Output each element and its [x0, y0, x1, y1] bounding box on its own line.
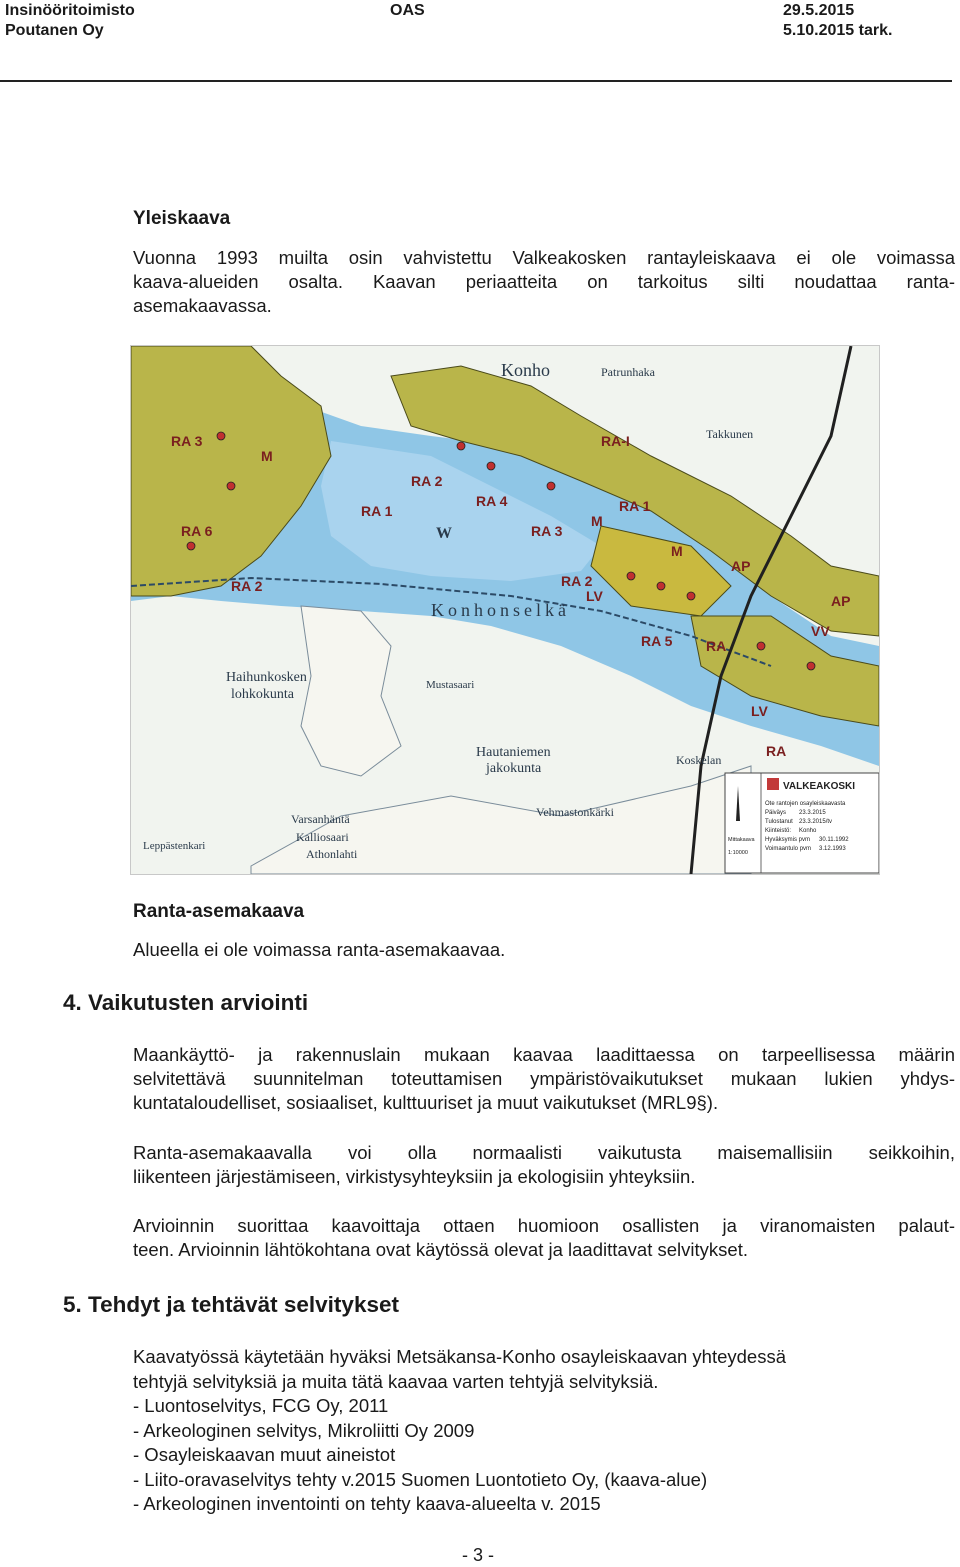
zoning-map — [130, 345, 880, 875]
yleiskaava-line: asemakaavassa. — [133, 295, 272, 316]
zone-label: RA 3 — [531, 523, 563, 539]
map-place-konho: Konho — [501, 360, 550, 380]
zone-label: RA — [766, 743, 787, 759]
zone-label: RA 1 — [361, 503, 393, 519]
header-divider — [0, 80, 952, 82]
zone-label: M — [671, 543, 683, 559]
legend-row-value: Konho — [799, 828, 817, 834]
company-name-line2: Poutanen Oy — [5, 22, 104, 39]
revision-date: 5.10.2015 tark. — [783, 22, 893, 39]
legend-row-value: 23.3.2015 — [799, 810, 826, 816]
map-place-label: Vehmastonkärki — [536, 805, 614, 819]
zone-label: RA 4 — [476, 493, 508, 509]
map-place-label: Kalliosaari — [296, 830, 349, 844]
paragraph-line: tehtyjä selvityksiä ja muita tätä kaavaa varten tehtyjä selvityksiä. — [133, 1370, 659, 1392]
legend-scale-label: Mittakaava — [728, 837, 755, 843]
zone-label: RA 3 — [171, 433, 203, 449]
paragraph-line: Maankäyttö- ja rakennuslain mukaan kaavaa laadittaessa on tarpeellisessa määrin — [133, 1044, 955, 1065]
zone-label: RA 2 — [231, 578, 263, 594]
map-place-label: Haihunkosken — [226, 670, 307, 685]
document-type: OAS — [390, 2, 425, 19]
zone-label: RA 2 — [561, 573, 593, 589]
zone-label: AP — [831, 593, 851, 609]
yleiskaava-paragraph — [133, 246, 955, 318]
section-4-paragraph-2 — [133, 1141, 955, 1189]
map-water-label: W — [436, 525, 452, 542]
map-place-label: lohkokunta — [231, 687, 294, 702]
zone-label: RA 6 — [181, 523, 213, 539]
map-place-label: Athonlahti — [306, 847, 358, 861]
zone-label: RA 5 — [641, 633, 673, 649]
map-place-label: Patrunhaka — [601, 365, 655, 379]
zone-label: RA — [706, 638, 727, 654]
list-item: - Osayleiskaavan muut aineistot — [133, 1444, 396, 1465]
zone-label: AP — [731, 558, 751, 574]
map-place-label: Takkunen — [706, 427, 754, 441]
legend-row-label: Tulostanut — [765, 819, 793, 825]
paragraph-line: liikenteen järjestämiseen, virkistysyhteyksiin ja ekologisiin yhteyksiin. — [133, 1166, 696, 1187]
map-place-label: Mustasaari — [426, 679, 475, 691]
section-4-heading: 4. Vaikutusten arviointi — [63, 990, 309, 1015]
yleiskaava-line: kaava-alueiden osalta. Kaavan periaatteita on tarkoitus silti noudattaa ranta- — [133, 271, 955, 292]
legend-row-value: 23.3.2015/tv — [799, 819, 833, 825]
paragraph-line: kuntataloudelliset, sosiaaliset, kulttuuriset ja muut vaikutukset (MRL9§). — [133, 1092, 719, 1113]
yleiskaava-heading: Yleiskaava — [133, 208, 231, 229]
ranta-heading: Ranta-asemakaava — [133, 901, 305, 922]
map-place-label: Hautaniemen — [476, 745, 551, 760]
legend-row-label: Voimaantulo pvm — [765, 846, 812, 852]
company-name: Insinööritoimisto — [5, 2, 135, 19]
legend-row-value: 3.12.1993 — [819, 846, 846, 852]
section-5-heading: 5. Tehdyt ja tehtävät selvitykset — [63, 1292, 399, 1317]
zone-label: RA 1 — [619, 498, 651, 514]
paragraph-line: Arvioinnin suorittaa kaavoittaja ottaen huomioon osallisten ja viranomaisten palaut- — [133, 1215, 955, 1236]
zone-label: LV — [751, 703, 768, 719]
legend-row-label: Päiväys — [765, 810, 787, 816]
paragraph-line: teen. Arvioinnin lähtökohtana ovat käytössä olevat ja laadittavat selvitykset. — [133, 1239, 748, 1260]
map-place-label: Varsanhäntä — [291, 812, 350, 826]
map-place-konhonselka: Konhonselkä — [431, 600, 570, 620]
map-place-label: Leppästenkari — [143, 840, 206, 852]
ranta-paragraph: Alueella ei ole voimassa ranta-asemakaavaa. — [133, 939, 506, 960]
zone-label: RA-I — [601, 433, 630, 449]
page-number: - 3 - — [462, 1545, 495, 1565]
list-item: - Luontoselvitys, FCG Oy, 2011 — [133, 1395, 389, 1416]
section-4-paragraph-3 — [133, 1214, 955, 1262]
zone-label: LV — [586, 588, 603, 604]
legend-row-value: 30.11.1992 — [819, 837, 849, 843]
map-legend — [725, 773, 879, 873]
city-logo-icon — [767, 778, 779, 790]
legend-subtitle: Ote rantojen osayleiskaavasta — [765, 801, 846, 807]
list-item: - Arkeologinen inventointi on tehty kaava-alueelta v. 2015 — [133, 1493, 601, 1514]
paragraph-line: selvitettävä suunnitelman toteuttamisen ympäristövaikutukset mukaan lukien yhdys- — [133, 1068, 955, 1089]
legend-city: VALKEAKOSKI — [783, 781, 856, 792]
zone-label: RA 2 — [411, 473, 443, 489]
zone-label: M — [261, 448, 273, 464]
map-place-label: jakokunta — [486, 761, 542, 776]
paragraph-line: Ranta-asemakaavalla voi olla normaalisti vaikutusta maisemallisiin seikkoihin, — [133, 1142, 955, 1163]
list-item: - Arkeologinen selvitys, Mikroliitti Oy 2009 — [133, 1419, 475, 1441]
zone-label: VV — [811, 623, 830, 639]
legend-row-label: Kiinteistö: — [765, 828, 792, 834]
paragraph-line: Kaavatyössä käytetään hyväksi Metsäkansa-Konho osayleiskaavan yhteydessä — [133, 1346, 787, 1367]
list-item: - Liito-oravaselvitys tehty v.2015 Suomen Luontotieto Oy, (kaava-alue) — [133, 1468, 708, 1490]
section-5-content — [133, 1345, 786, 1517]
section-4-paragraph-1 — [133, 1043, 955, 1115]
map-place-label: Koskelan — [676, 753, 722, 767]
legend-row-label: Hyväksymis pvm — [765, 837, 811, 843]
zone-label: M — [591, 513, 603, 529]
document-date: 29.5.2015 — [783, 2, 855, 19]
yleiskaava-line: Vuonna 1993 muilta osin vahvistettu Valkeakosken rantayleiskaava ei ole voimassa — [133, 247, 955, 268]
legend-scale-value: 1:10000 — [728, 850, 748, 856]
